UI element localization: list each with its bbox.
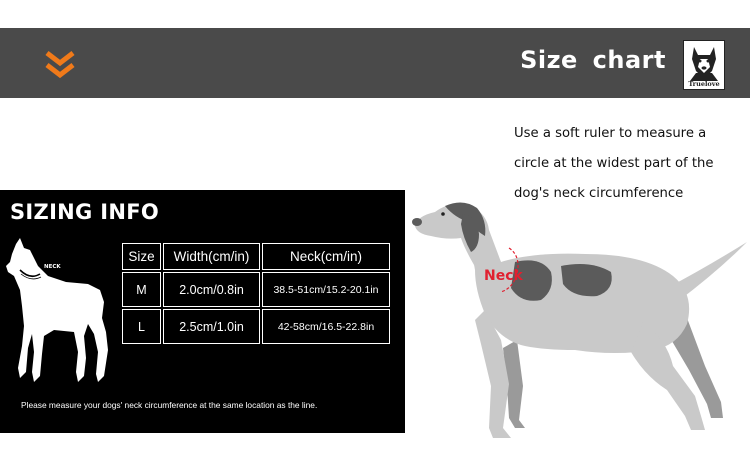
- cell-size: L: [122, 309, 161, 344]
- header-neck: Neck(cm/in): [262, 243, 390, 270]
- pointer-dog-illustration: [405, 190, 750, 446]
- table-header-row: [122, 243, 390, 270]
- sizing-info-title: SIZING INFO: [10, 200, 159, 224]
- dog-silhouette-icon: [4, 236, 122, 386]
- dog-head-icon: [684, 41, 724, 81]
- cell-width: 2.5cm/1.0in: [163, 309, 260, 344]
- page-title: Size chart: [520, 46, 666, 74]
- instruction-line: dog's neck circumference: [514, 186, 684, 201]
- size-table: [120, 241, 392, 346]
- header-size: Size: [122, 243, 161, 270]
- double-chevron-down-icon: [44, 50, 76, 80]
- header-banner: [0, 28, 750, 98]
- cell-width: 2.0cm/0.8in: [163, 272, 260, 307]
- cell-neck: 38.5-51cm/15.2-20.1in: [262, 272, 390, 307]
- header-width: Width(cm/in): [163, 243, 260, 270]
- sizing-info-panel: [0, 190, 405, 433]
- cell-neck: 42-58cm/16.5-22.8in: [262, 309, 390, 344]
- neck-callout-label: Neck: [484, 268, 523, 284]
- neck-marker-label: NECK: [44, 264, 61, 270]
- table-row: [122, 309, 390, 344]
- brand-logo-text: Truelove: [688, 80, 720, 88]
- brand-logo: [683, 40, 725, 90]
- cell-size: M: [122, 272, 161, 307]
- measure-footnote: Please measure your dogs' neck circumference at the same location as the line.: [21, 400, 318, 410]
- instruction-line: Use a soft ruler to measure a: [514, 126, 707, 141]
- instruction-line: circle at the widest part of the: [514, 156, 714, 171]
- table-row: [122, 272, 390, 307]
